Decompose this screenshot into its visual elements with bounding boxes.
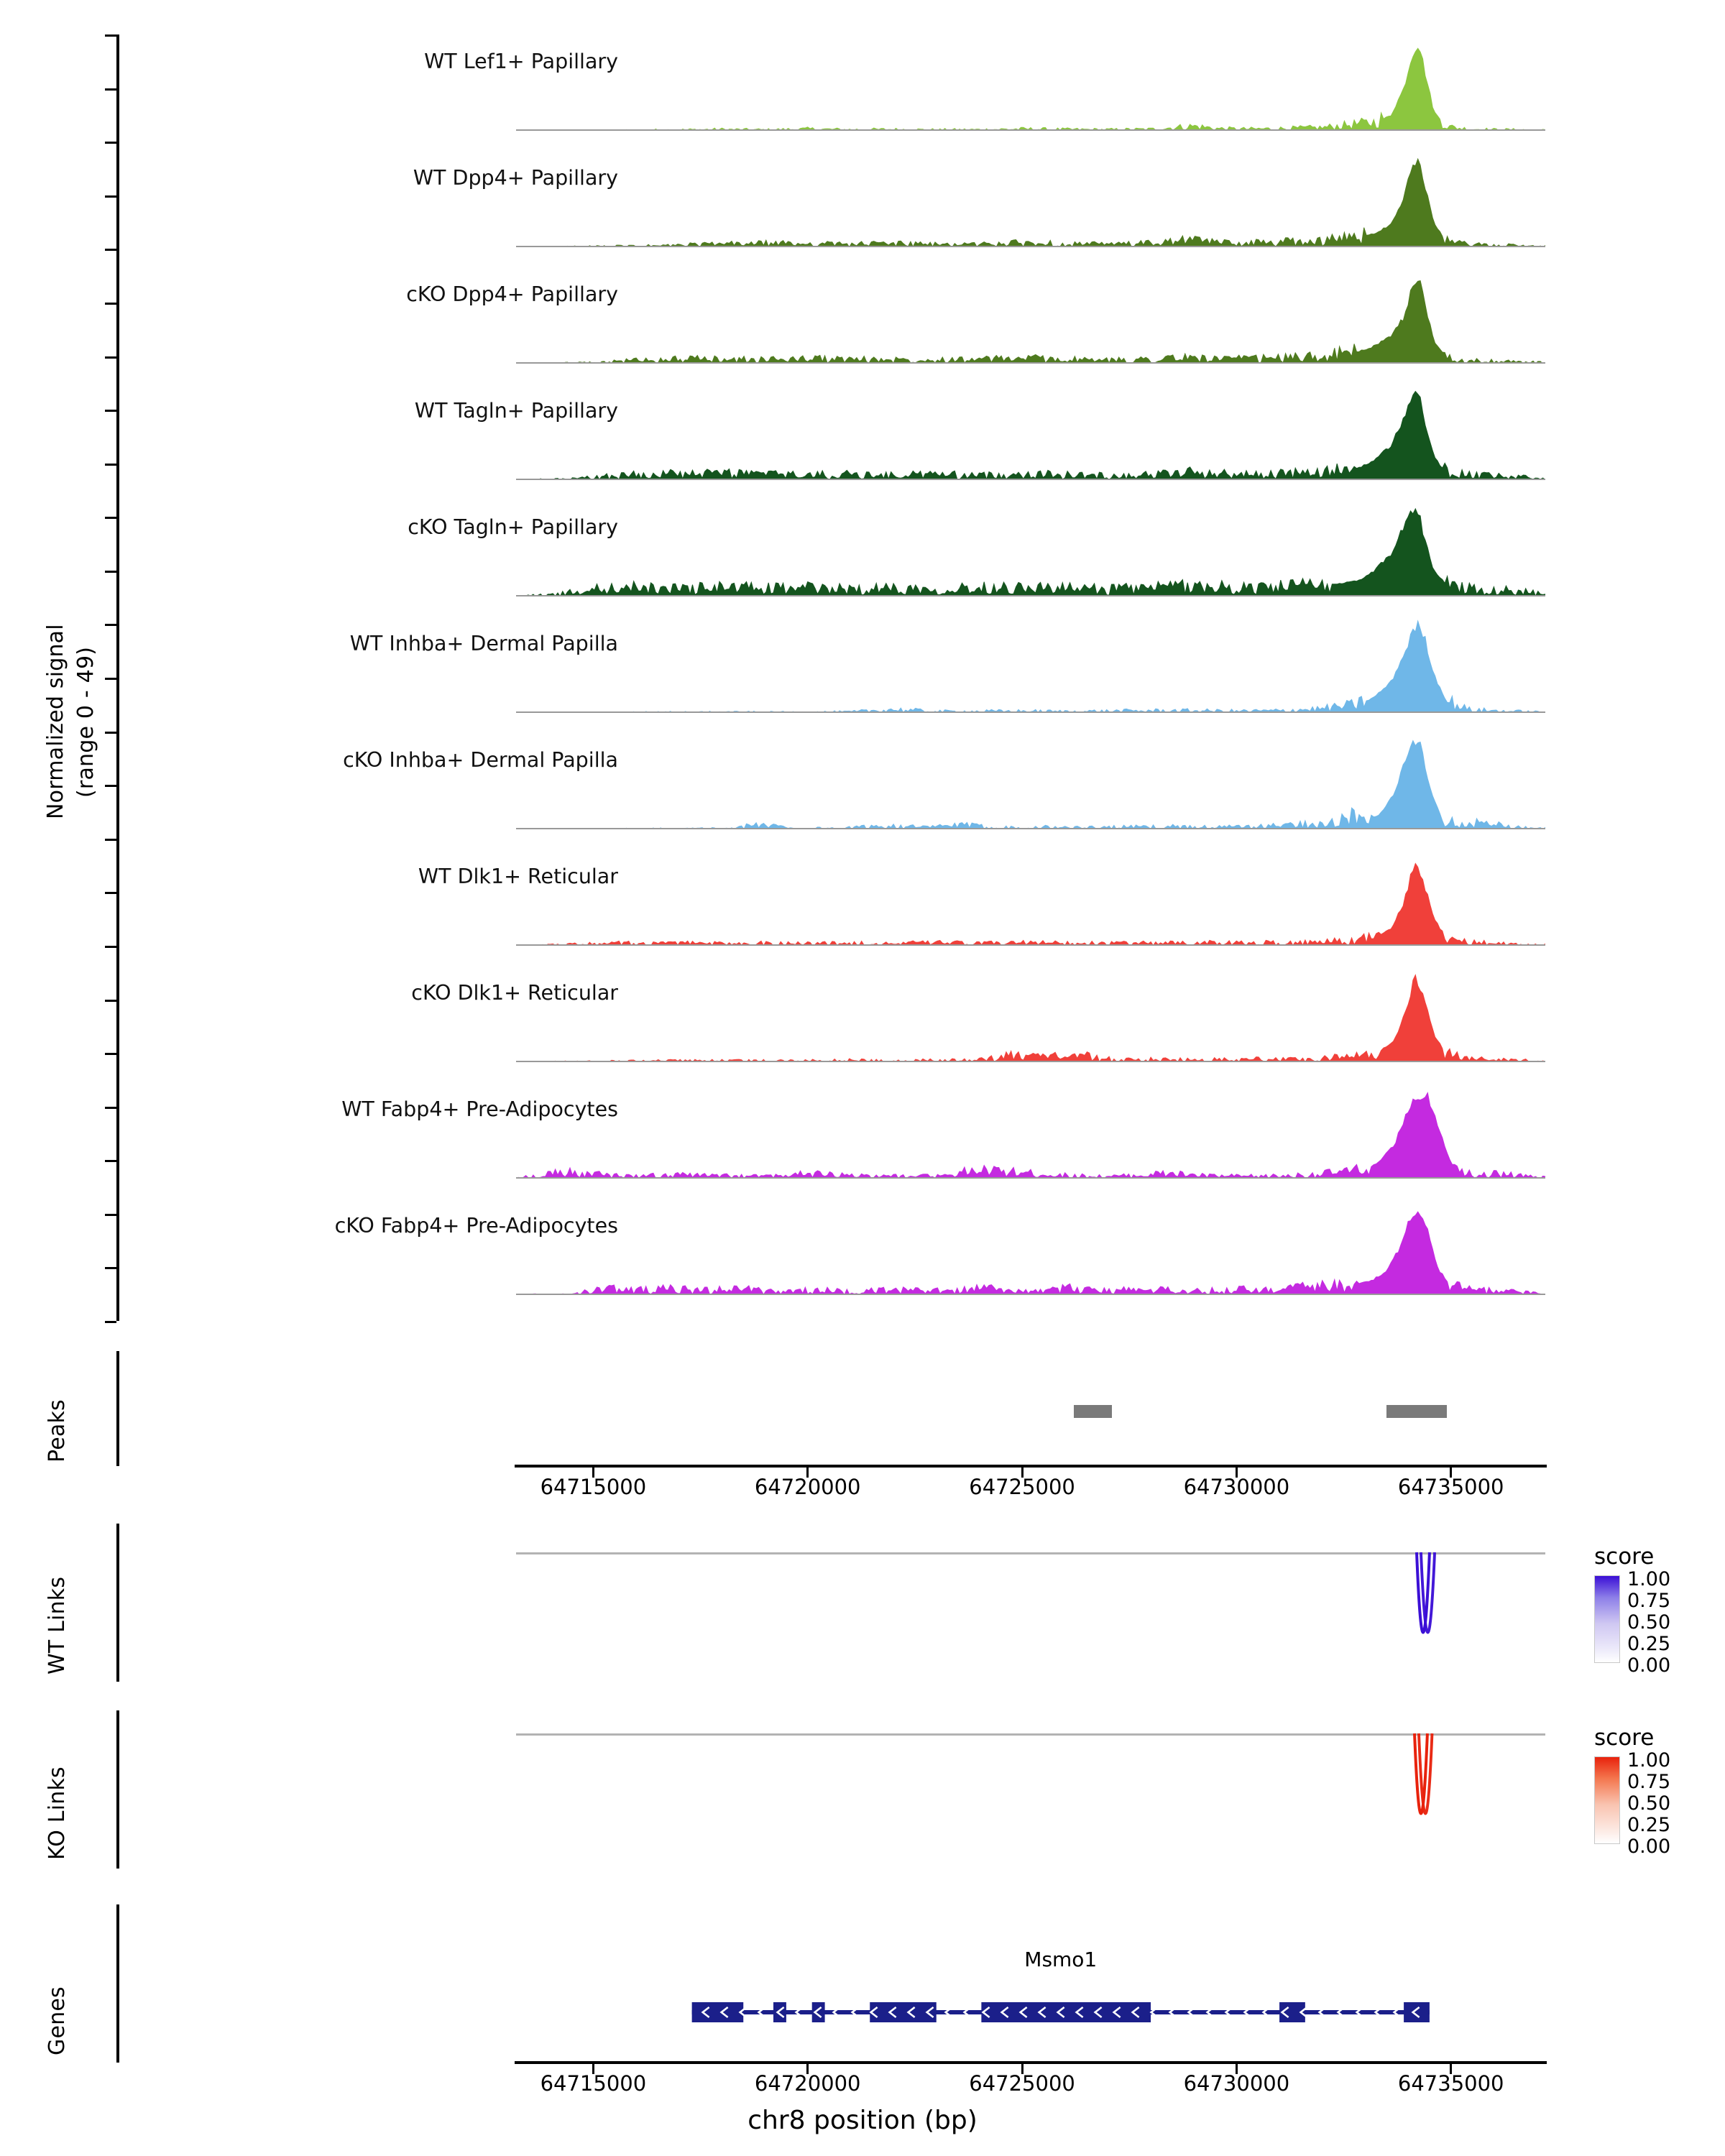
- signal-axis-tick: [105, 1267, 116, 1269]
- peaks-axis-line: [515, 1465, 1547, 1468]
- coverage-track: [0, 1085, 1725, 1179]
- track-baseline: [516, 1061, 1545, 1062]
- signal-axis-tick: [105, 142, 116, 144]
- x-axis-ticklabel: 64725000: [969, 1475, 1075, 1499]
- track-signal-area: [516, 1202, 1545, 1295]
- x-axis-ticklabel: 64720000: [754, 1475, 861, 1499]
- ko-links-panel-label: KO Links: [45, 1766, 70, 1860]
- track-signal-area: [516, 503, 1545, 596]
- ko-legend-label-2: 0.75: [1627, 1771, 1671, 1793]
- genes-axis-line: [515, 2061, 1547, 2064]
- signal-axis-tick: [105, 356, 116, 359]
- coverage-track: [0, 387, 1725, 480]
- signal-axis-tick: [105, 88, 116, 91]
- track-signal-area: [516, 1085, 1545, 1179]
- x-axis-ticklabel: 64720000: [754, 2071, 861, 2096]
- x-axis-ticklabel: 64715000: [540, 2071, 647, 2096]
- signal-axis-tick: [105, 410, 116, 412]
- track-baseline: [516, 1177, 1545, 1179]
- x-axis-ticklabel: 64730000: [1183, 2071, 1290, 2096]
- x-axis-ticklabel: 64735000: [1397, 2071, 1504, 2096]
- coverage-track: [0, 969, 1725, 1062]
- gene-exon: [981, 2002, 1151, 2022]
- track-label: WT Lef1+ Papillary: [424, 50, 618, 73]
- wt-links-panel-label: WT Links: [45, 1576, 70, 1674]
- track-baseline: [516, 711, 1545, 713]
- signal-axis-tick: [105, 785, 116, 787]
- coverage-track: [0, 852, 1725, 946]
- signal-axis-tick: [105, 678, 116, 680]
- gene-exon: [1404, 2002, 1430, 2022]
- wt-links-legend-title: score: [1594, 1544, 1655, 1570]
- signal-axis-label-line1: Normalized signal: [43, 624, 68, 819]
- signal-axis-tick: [105, 1160, 116, 1162]
- track-baseline: [516, 944, 1545, 946]
- track-signal-area: [516, 619, 1545, 713]
- ko-links-axis-spine: [116, 1710, 119, 1869]
- peaks-track: [516, 1351, 1545, 1466]
- wt-legend-label-5: 0.00: [1627, 1654, 1671, 1677]
- genes-track: [516, 1904, 1545, 2063]
- ko-links-legend-title: score: [1594, 1725, 1655, 1751]
- peaks-axis-spine: [116, 1351, 119, 1466]
- track-baseline: [516, 362, 1545, 364]
- signal-axis-tick: [105, 1107, 116, 1109]
- signal-axis-tick: [105, 892, 116, 894]
- signal-axis-tick: [105, 1053, 116, 1055]
- track-label: WT Dpp4+ Papillary: [413, 166, 618, 190]
- peak-region: [1074, 1405, 1113, 1418]
- track-signal-area: [516, 154, 1545, 247]
- signal-axis-tick: [105, 571, 116, 573]
- track-signal-area: [516, 270, 1545, 364]
- track-baseline: [516, 595, 1545, 596]
- wt-legend-label-2: 0.75: [1627, 1590, 1671, 1612]
- track-label: cKO Dlk1+ Reticular: [411, 981, 618, 1005]
- signal-axis-tick: [105, 839, 116, 841]
- signal-axis-tick: [105, 732, 116, 734]
- track-baseline: [516, 129, 1545, 131]
- track-label: cKO Dpp4+ Papillary: [406, 282, 618, 306]
- track-label: cKO Tagln+ Papillary: [408, 515, 618, 539]
- ko-links-legend: [1594, 1725, 1671, 1858]
- signal-axis-tick: [105, 34, 116, 37]
- signal-axis-tick: [105, 195, 116, 198]
- track-signal-area: [516, 852, 1545, 946]
- x-axis-ticklabel: 64735000: [1397, 1475, 1504, 1499]
- signal-axis-tick: [105, 517, 116, 519]
- ko-legend-label-4: 0.25: [1627, 1814, 1671, 1836]
- track-signal-area: [516, 387, 1545, 480]
- signal-axis-tick: [105, 1214, 116, 1216]
- signal-axis-tick: [105, 624, 116, 626]
- track-baseline: [516, 1294, 1545, 1295]
- track-signal-area: [516, 969, 1545, 1062]
- coverage-track: [0, 37, 1725, 131]
- genes-axis-spine: [116, 1904, 119, 2063]
- signal-axis-tick: [105, 464, 116, 466]
- ko-legend-label-3: 0.50: [1627, 1792, 1671, 1815]
- gene-exon: [773, 2002, 786, 2022]
- track-baseline: [516, 479, 1545, 480]
- wt-links-legend: [1594, 1544, 1671, 1677]
- gene-name-label: Msmo1: [1024, 1948, 1098, 1971]
- coverage-track: [0, 154, 1725, 247]
- x-axis-ticklabel: 64725000: [969, 2071, 1075, 2096]
- wt-legend-label-4: 0.25: [1627, 1633, 1671, 1655]
- wt-legend-label-1: 1.00: [1627, 1568, 1671, 1590]
- signal-axis-label-line2: (range 0 - 49): [73, 646, 98, 798]
- genes-panel-label: Genes: [45, 1986, 70, 2055]
- track-signal-area: [516, 37, 1545, 131]
- track-label: WT Inhba+ Dermal Papilla: [349, 632, 618, 655]
- ko-links-legend-colorbar: [1594, 1756, 1620, 1844]
- track-signal-area: [516, 736, 1545, 829]
- wt-links-legend-colorbar: [1594, 1575, 1620, 1663]
- x-axis-ticklabel: 64715000: [540, 1475, 647, 1499]
- track-baseline: [516, 246, 1545, 247]
- coverage-track: [0, 1202, 1725, 1295]
- gene-exon: [692, 2002, 744, 2022]
- track-label: cKO Fabp4+ Pre-Adipocytes: [334, 1214, 618, 1238]
- coverage-track: [0, 736, 1725, 829]
- ko-links-track: [516, 1732, 1545, 1861]
- track-baseline: [516, 828, 1545, 829]
- signal-axis-tick: [105, 303, 116, 305]
- track-label: WT Dlk1+ Reticular: [418, 865, 618, 888]
- ko-links-legend-labels: [1627, 1751, 1670, 1858]
- ko-legend-label-5: 0.00: [1627, 1835, 1671, 1858]
- coverage-track: [0, 503, 1725, 596]
- track-label: WT Tagln+ Papillary: [414, 399, 618, 423]
- wt-links-axis-spine: [116, 1524, 119, 1682]
- signal-axis-tick: [105, 1000, 116, 1002]
- wt-legend-label-3: 0.50: [1627, 1611, 1671, 1634]
- track-label: WT Fabp4+ Pre-Adipocytes: [341, 1097, 618, 1121]
- coverage-track: [0, 270, 1725, 364]
- signal-axis-tick: [105, 946, 116, 948]
- signal-axis-tick: [105, 249, 116, 251]
- track-label: cKO Inhba+ Dermal Papilla: [343, 748, 618, 772]
- peak-region: [1386, 1405, 1447, 1418]
- peaks-panel-label: Peaks: [45, 1399, 70, 1462]
- x-axis-title: chr8 position (bp): [748, 2106, 978, 2135]
- x-axis-ticklabel: 64730000: [1183, 1475, 1290, 1499]
- signal-axis-tick: [105, 1321, 116, 1323]
- ko-legend-label-1: 1.00: [1627, 1749, 1671, 1772]
- coverage-track: [0, 619, 1725, 713]
- wt-links-legend-labels: [1627, 1570, 1670, 1677]
- wt-links-track: [516, 1551, 1545, 1680]
